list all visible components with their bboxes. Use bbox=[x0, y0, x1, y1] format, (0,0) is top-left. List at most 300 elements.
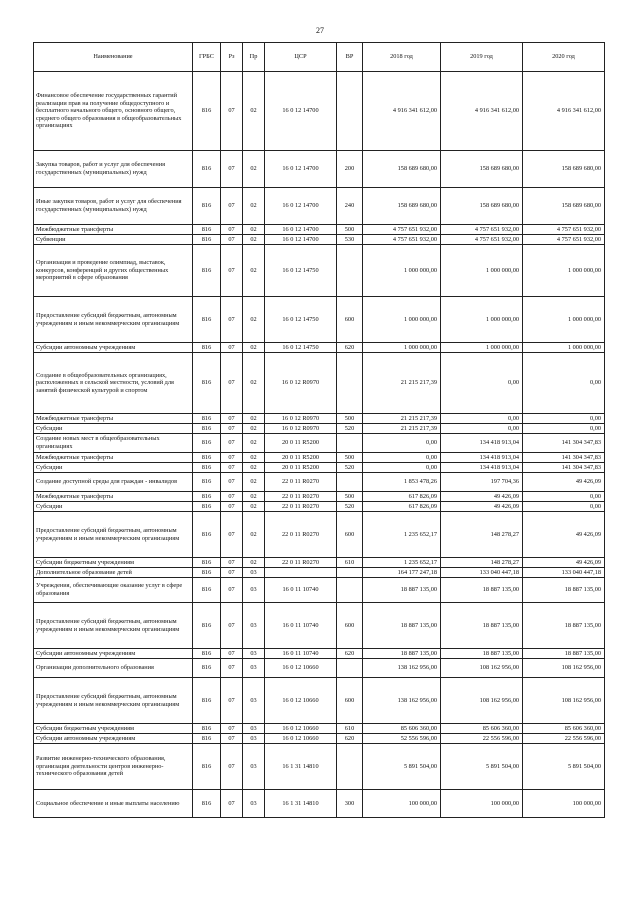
row-value-2019: 1 000 000,00 bbox=[441, 245, 523, 297]
row-vr: 240 bbox=[337, 188, 363, 225]
row-grbs: 816 bbox=[193, 414, 221, 424]
row-csr: 16 0 11 10740 bbox=[265, 649, 337, 659]
row-name: Субсидии bbox=[34, 424, 193, 434]
row-name: Субсидии автономным учреждениям bbox=[34, 649, 193, 659]
table-row bbox=[34, 492, 605, 502]
row-csr: 16 0 12 10660 bbox=[265, 659, 337, 678]
row-rz: 07 bbox=[221, 424, 243, 434]
table-row bbox=[34, 724, 605, 734]
row-name: Предоставление субсидий бюджетным, автономным учреждениям и иным некоммерческим организациям bbox=[34, 603, 193, 649]
row-value-2019: 148 278,27 bbox=[441, 558, 523, 568]
row-name: Создание доступной среды для граждан - инвалидов bbox=[34, 473, 193, 492]
row-name: Создание в общеобразовательных организациях, расположенных в сельской местности, условий для занятий физической культурой и спортом bbox=[34, 353, 193, 414]
row-value-2018: 138 162 956,00 bbox=[363, 659, 441, 678]
row-name: Закупка товаров, работ и услуг для обеспечения государственных (муниципальных) нужд bbox=[34, 151, 193, 188]
table-row bbox=[34, 453, 605, 463]
row-name: Межбюджетные трансферты bbox=[34, 492, 193, 502]
row-csr: 20 0 11 R5200 bbox=[265, 463, 337, 473]
table-row bbox=[34, 235, 605, 245]
row-name: Субсидии bbox=[34, 463, 193, 473]
row-rz: 07 bbox=[221, 734, 243, 744]
row-value-2020: 141 304 347,83 bbox=[523, 453, 605, 463]
table-row bbox=[34, 512, 605, 558]
row-value-2020: 108 162 956,00 bbox=[523, 678, 605, 724]
row-value-2020: 4 757 651 932,00 bbox=[523, 225, 605, 235]
row-value-2019: 134 418 913,04 bbox=[441, 463, 523, 473]
row-rz: 07 bbox=[221, 724, 243, 734]
row-name: Организации дополнительного образования bbox=[34, 659, 193, 678]
row-value-2020: 4 757 651 932,00 bbox=[523, 235, 605, 245]
table-row bbox=[34, 72, 605, 151]
row-pr: 02 bbox=[243, 235, 265, 245]
table-row bbox=[34, 734, 605, 744]
row-rz: 07 bbox=[221, 434, 243, 453]
table-header-row bbox=[34, 43, 605, 72]
row-pr: 03 bbox=[243, 744, 265, 790]
row-rz: 07 bbox=[221, 245, 243, 297]
row-rz: 07 bbox=[221, 568, 243, 578]
row-grbs: 816 bbox=[193, 734, 221, 744]
row-vr bbox=[337, 568, 363, 578]
table-row bbox=[34, 558, 605, 568]
row-vr: 610 bbox=[337, 724, 363, 734]
table-row bbox=[34, 424, 605, 434]
row-csr: 22 0 11 R0270 bbox=[265, 512, 337, 558]
row-grbs: 816 bbox=[193, 473, 221, 492]
header-2020: 2020 год bbox=[523, 43, 605, 72]
row-value-2018: 617 826,09 bbox=[363, 492, 441, 502]
row-pr: 03 bbox=[243, 649, 265, 659]
row-vr: 520 bbox=[337, 424, 363, 434]
row-value-2019: 158 689 680,00 bbox=[441, 151, 523, 188]
row-pr: 03 bbox=[243, 724, 265, 734]
row-value-2020: 0,00 bbox=[523, 353, 605, 414]
row-value-2019: 0,00 bbox=[441, 353, 523, 414]
row-vr bbox=[337, 72, 363, 151]
row-grbs: 816 bbox=[193, 649, 221, 659]
row-grbs: 816 bbox=[193, 678, 221, 724]
row-rz: 07 bbox=[221, 558, 243, 568]
row-value-2019: 49 426,09 bbox=[441, 492, 523, 502]
row-rz: 07 bbox=[221, 353, 243, 414]
row-value-2018: 4 757 651 932,00 bbox=[363, 235, 441, 245]
row-grbs: 816 bbox=[193, 453, 221, 463]
row-pr: 02 bbox=[243, 225, 265, 235]
row-value-2019: 1 000 000,00 bbox=[441, 297, 523, 343]
row-grbs: 816 bbox=[193, 463, 221, 473]
row-vr: 620 bbox=[337, 343, 363, 353]
table-row bbox=[34, 678, 605, 724]
table-row bbox=[34, 603, 605, 649]
row-value-2020: 18 887 135,00 bbox=[523, 649, 605, 659]
row-csr: 22 0 11 R0270 bbox=[265, 502, 337, 512]
row-value-2018: 138 162 956,00 bbox=[363, 678, 441, 724]
row-vr: 520 bbox=[337, 463, 363, 473]
row-name: Предоставление субсидий бюджетным, автономным учреждениям и иным некоммерческим организациям bbox=[34, 297, 193, 343]
row-grbs: 816 bbox=[193, 225, 221, 235]
row-pr: 02 bbox=[243, 188, 265, 225]
row-value-2018: 0,00 bbox=[363, 434, 441, 453]
table-row bbox=[34, 659, 605, 678]
table-row bbox=[34, 790, 605, 818]
row-value-2020: 100 000,00 bbox=[523, 790, 605, 818]
row-pr: 02 bbox=[243, 492, 265, 502]
row-name: Субсидии bbox=[34, 502, 193, 512]
row-value-2020: 4 916 341 612,00 bbox=[523, 72, 605, 151]
table-row bbox=[34, 649, 605, 659]
row-rz: 07 bbox=[221, 188, 243, 225]
row-grbs: 816 bbox=[193, 424, 221, 434]
row-value-2018: 0,00 bbox=[363, 463, 441, 473]
row-value-2020: 5 891 504,00 bbox=[523, 744, 605, 790]
row-name: Субвенции bbox=[34, 235, 193, 245]
row-grbs: 816 bbox=[193, 744, 221, 790]
row-csr: 16 0 12 14750 bbox=[265, 343, 337, 353]
row-vr: 620 bbox=[337, 649, 363, 659]
row-value-2018: 18 887 135,00 bbox=[363, 649, 441, 659]
header-2019: 2019 год bbox=[441, 43, 523, 72]
row-pr: 02 bbox=[243, 558, 265, 568]
row-value-2018: 1 000 000,00 bbox=[363, 343, 441, 353]
table-row bbox=[34, 434, 605, 453]
table-row bbox=[34, 414, 605, 424]
row-pr: 02 bbox=[243, 343, 265, 353]
row-rz: 07 bbox=[221, 744, 243, 790]
header-2018: 2018 год bbox=[363, 43, 441, 72]
row-value-2018: 617 826,09 bbox=[363, 502, 441, 512]
row-csr: 16 0 12 14750 bbox=[265, 297, 337, 343]
row-pr: 03 bbox=[243, 659, 265, 678]
row-name: Учреждения, обеспечивающие оказание услуг в сфере образования bbox=[34, 578, 193, 603]
row-value-2019: 108 162 956,00 bbox=[441, 678, 523, 724]
row-pr: 03 bbox=[243, 568, 265, 578]
row-name: Субсидии бюджетным учреждениям bbox=[34, 558, 193, 568]
row-csr: 16 0 12 R0970 bbox=[265, 353, 337, 414]
row-csr bbox=[265, 568, 337, 578]
row-value-2020: 49 426,09 bbox=[523, 558, 605, 568]
row-csr: 20 0 11 R5200 bbox=[265, 453, 337, 463]
row-vr: 610 bbox=[337, 558, 363, 568]
row-value-2019: 1 000 000,00 bbox=[441, 343, 523, 353]
row-rz: 07 bbox=[221, 72, 243, 151]
row-value-2018: 5 891 504,00 bbox=[363, 744, 441, 790]
row-pr: 03 bbox=[243, 734, 265, 744]
budget-table bbox=[33, 42, 605, 818]
row-vr: 520 bbox=[337, 502, 363, 512]
row-value-2018: 21 215 217,39 bbox=[363, 353, 441, 414]
row-rz: 07 bbox=[221, 502, 243, 512]
row-value-2018: 164 177 247,18 bbox=[363, 568, 441, 578]
row-csr: 16 0 12 10660 bbox=[265, 724, 337, 734]
row-value-2019: 0,00 bbox=[441, 424, 523, 434]
row-name: Предоставление субсидий бюджетным, автономным учреждениям и иным некоммерческим организациям bbox=[34, 678, 193, 724]
row-grbs: 816 bbox=[193, 558, 221, 568]
row-rz: 07 bbox=[221, 659, 243, 678]
row-vr bbox=[337, 434, 363, 453]
row-csr: 16 0 12 14700 bbox=[265, 188, 337, 225]
row-value-2020: 1 000 000,00 bbox=[523, 245, 605, 297]
table-row bbox=[34, 744, 605, 790]
row-value-2020: 158 689 680,00 bbox=[523, 188, 605, 225]
row-name: Субсидии автономным учреждениям bbox=[34, 734, 193, 744]
row-value-2018: 4 916 341 612,00 bbox=[363, 72, 441, 151]
row-pr: 02 bbox=[243, 424, 265, 434]
row-value-2020: 0,00 bbox=[523, 502, 605, 512]
row-rz: 07 bbox=[221, 453, 243, 463]
row-vr: 500 bbox=[337, 492, 363, 502]
row-csr: 16 0 12 14700 bbox=[265, 151, 337, 188]
row-pr: 02 bbox=[243, 414, 265, 424]
row-name: Субсидии бюджетным учреждениям bbox=[34, 724, 193, 734]
table-row bbox=[34, 343, 605, 353]
row-rz: 07 bbox=[221, 225, 243, 235]
header-pr: Пр bbox=[243, 43, 265, 72]
row-value-2018: 1 000 000,00 bbox=[363, 245, 441, 297]
row-rz: 07 bbox=[221, 414, 243, 424]
row-grbs: 816 bbox=[193, 790, 221, 818]
row-name: Межбюджетные трансферты bbox=[34, 225, 193, 235]
row-value-2018: 100 000,00 bbox=[363, 790, 441, 818]
row-csr: 16 1 31 14810 bbox=[265, 790, 337, 818]
row-grbs: 816 bbox=[193, 188, 221, 225]
row-value-2019: 0,00 bbox=[441, 414, 523, 424]
row-name: Субсидии автономным учреждениям bbox=[34, 343, 193, 353]
table-row bbox=[34, 502, 605, 512]
row-vr: 620 bbox=[337, 734, 363, 744]
row-value-2018: 158 689 680,00 bbox=[363, 188, 441, 225]
row-csr: 16 0 12 14700 bbox=[265, 235, 337, 245]
row-value-2018: 4 757 651 932,00 bbox=[363, 225, 441, 235]
row-value-2018: 1 235 652,17 bbox=[363, 558, 441, 568]
table-body bbox=[34, 72, 605, 818]
row-value-2019: 134 418 913,04 bbox=[441, 453, 523, 463]
row-rz: 07 bbox=[221, 512, 243, 558]
row-vr: 200 bbox=[337, 151, 363, 188]
row-value-2018: 1 000 000,00 bbox=[363, 297, 441, 343]
row-csr: 16 0 12 R0970 bbox=[265, 424, 337, 434]
row-name: Межбюджетные трансферты bbox=[34, 414, 193, 424]
row-pr: 02 bbox=[243, 512, 265, 558]
row-pr: 02 bbox=[243, 473, 265, 492]
row-vr: 300 bbox=[337, 790, 363, 818]
row-value-2019: 197 704,36 bbox=[441, 473, 523, 492]
row-value-2019: 85 606 360,00 bbox=[441, 724, 523, 734]
row-csr: 16 0 11 10740 bbox=[265, 603, 337, 649]
header-name: Наименование bbox=[34, 43, 193, 72]
row-pr: 03 bbox=[243, 603, 265, 649]
row-vr: 530 bbox=[337, 235, 363, 245]
row-name: Развитие инженерно-технического образования, организация деятельности центров инженерно-технического образования детей bbox=[34, 744, 193, 790]
row-csr: 16 0 12 R0970 bbox=[265, 414, 337, 424]
row-vr bbox=[337, 245, 363, 297]
row-csr: 16 0 12 14700 bbox=[265, 72, 337, 151]
row-value-2020: 85 606 360,00 bbox=[523, 724, 605, 734]
row-value-2019: 148 278,27 bbox=[441, 512, 523, 558]
row-value-2019: 18 887 135,00 bbox=[441, 603, 523, 649]
row-rz: 07 bbox=[221, 343, 243, 353]
row-value-2019: 158 689 680,00 bbox=[441, 188, 523, 225]
row-rz: 07 bbox=[221, 492, 243, 502]
row-pr: 02 bbox=[243, 353, 265, 414]
row-pr: 02 bbox=[243, 463, 265, 473]
row-value-2020: 0,00 bbox=[523, 492, 605, 502]
header-vr: ВР bbox=[337, 43, 363, 72]
row-value-2018: 1 235 652,17 bbox=[363, 512, 441, 558]
row-rz: 07 bbox=[221, 235, 243, 245]
row-value-2020: 158 689 680,00 bbox=[523, 151, 605, 188]
row-value-2019: 4 916 341 612,00 bbox=[441, 72, 523, 151]
row-csr: 16 0 12 10660 bbox=[265, 678, 337, 724]
row-rz: 07 bbox=[221, 649, 243, 659]
row-vr: 500 bbox=[337, 414, 363, 424]
row-value-2018: 18 887 135,00 bbox=[363, 578, 441, 603]
row-vr: 600 bbox=[337, 297, 363, 343]
row-value-2018: 52 556 596,00 bbox=[363, 734, 441, 744]
row-grbs: 816 bbox=[193, 659, 221, 678]
row-rz: 07 bbox=[221, 297, 243, 343]
row-value-2019: 18 887 135,00 bbox=[441, 578, 523, 603]
header-csr: ЦСР bbox=[265, 43, 337, 72]
row-pr: 02 bbox=[243, 453, 265, 463]
row-csr: 16 0 12 14700 bbox=[265, 225, 337, 235]
table-row bbox=[34, 297, 605, 343]
row-value-2019: 5 891 504,00 bbox=[441, 744, 523, 790]
table-row bbox=[34, 473, 605, 492]
row-grbs: 816 bbox=[193, 343, 221, 353]
row-pr: 02 bbox=[243, 297, 265, 343]
row-pr: 03 bbox=[243, 678, 265, 724]
row-rz: 07 bbox=[221, 578, 243, 603]
row-value-2020: 18 887 135,00 bbox=[523, 603, 605, 649]
row-value-2019: 22 556 596,00 bbox=[441, 734, 523, 744]
row-name: Социальное обеспечение и иные выплаты населению bbox=[34, 790, 193, 818]
row-grbs: 816 bbox=[193, 434, 221, 453]
row-vr: 600 bbox=[337, 678, 363, 724]
row-value-2018: 21 215 217,39 bbox=[363, 414, 441, 424]
row-name: Организация и проведение олимпиад, выставок, конкурсов, конференций и других общественных мероприятий в сфере образования bbox=[34, 245, 193, 297]
row-pr: 02 bbox=[243, 72, 265, 151]
row-pr: 02 bbox=[243, 434, 265, 453]
row-value-2020: 108 162 956,00 bbox=[523, 659, 605, 678]
row-grbs: 816 bbox=[193, 245, 221, 297]
row-rz: 07 bbox=[221, 603, 243, 649]
row-grbs: 816 bbox=[193, 568, 221, 578]
row-name: Дополнительное образование детей bbox=[34, 568, 193, 578]
row-vr bbox=[337, 473, 363, 492]
row-vr: 500 bbox=[337, 453, 363, 463]
header-grbs: ГРБС bbox=[193, 43, 221, 72]
row-value-2019: 18 887 135,00 bbox=[441, 649, 523, 659]
table-row bbox=[34, 151, 605, 188]
row-value-2019: 4 757 651 932,00 bbox=[441, 235, 523, 245]
row-vr: 600 bbox=[337, 603, 363, 649]
row-pr: 02 bbox=[243, 502, 265, 512]
row-csr: 16 0 12 10660 bbox=[265, 734, 337, 744]
row-value-2020: 141 304 347,83 bbox=[523, 463, 605, 473]
row-grbs: 816 bbox=[193, 72, 221, 151]
row-rz: 07 bbox=[221, 790, 243, 818]
table-row bbox=[34, 245, 605, 297]
table-row bbox=[34, 463, 605, 473]
row-grbs: 816 bbox=[193, 151, 221, 188]
row-vr bbox=[337, 353, 363, 414]
row-vr bbox=[337, 578, 363, 603]
row-grbs: 816 bbox=[193, 603, 221, 649]
row-name: Финансовое обеспечение государственных гарантий реализации прав на получение общедоступного и бесплатного начального общего, основного общего, среднего общего образования в общеобразовательных организациях bbox=[34, 72, 193, 151]
table-row bbox=[34, 353, 605, 414]
row-rz: 07 bbox=[221, 463, 243, 473]
row-pr: 02 bbox=[243, 151, 265, 188]
row-value-2020: 18 887 135,00 bbox=[523, 578, 605, 603]
row-grbs: 816 bbox=[193, 297, 221, 343]
table-row bbox=[34, 188, 605, 225]
row-name: Межбюджетные трансферты bbox=[34, 453, 193, 463]
page-number: 27 bbox=[316, 26, 324, 35]
row-value-2019: 133 040 447,18 bbox=[441, 568, 523, 578]
row-vr: 500 bbox=[337, 225, 363, 235]
row-value-2020: 141 304 347,83 bbox=[523, 434, 605, 453]
row-rz: 07 bbox=[221, 678, 243, 724]
row-grbs: 816 bbox=[193, 492, 221, 502]
row-value-2018: 158 689 680,00 bbox=[363, 151, 441, 188]
row-grbs: 816 bbox=[193, 512, 221, 558]
row-value-2018: 0,00 bbox=[363, 453, 441, 463]
row-value-2018: 18 887 135,00 bbox=[363, 603, 441, 649]
row-csr: 20 0 11 R5200 bbox=[265, 434, 337, 453]
table-row bbox=[34, 225, 605, 235]
row-grbs: 816 bbox=[193, 235, 221, 245]
table-row bbox=[34, 578, 605, 603]
header-rz: Рз bbox=[221, 43, 243, 72]
row-csr: 22 0 11 R0270 bbox=[265, 492, 337, 502]
row-value-2020: 49 426,09 bbox=[523, 473, 605, 492]
row-value-2019: 100 000,00 bbox=[441, 790, 523, 818]
row-csr: 22 0 11 R0270 bbox=[265, 473, 337, 492]
row-value-2018: 21 215 217,39 bbox=[363, 424, 441, 434]
row-value-2020: 0,00 bbox=[523, 424, 605, 434]
row-csr: 16 0 11 10740 bbox=[265, 578, 337, 603]
row-grbs: 816 bbox=[193, 353, 221, 414]
row-value-2020: 49 426,09 bbox=[523, 512, 605, 558]
table-row bbox=[34, 568, 605, 578]
row-name: Создание новых мест в общеобразовательных организациях bbox=[34, 434, 193, 453]
row-value-2018: 1 853 478,26 bbox=[363, 473, 441, 492]
row-grbs: 816 bbox=[193, 724, 221, 734]
row-value-2020: 0,00 bbox=[523, 414, 605, 424]
row-name: Предоставление субсидий бюджетным, автономным учреждениям и иным некоммерческим организациям bbox=[34, 512, 193, 558]
row-csr: 16 0 12 14750 bbox=[265, 245, 337, 297]
row-pr: 03 bbox=[243, 578, 265, 603]
row-value-2020: 1 000 000,00 bbox=[523, 297, 605, 343]
row-value-2018: 85 606 360,00 bbox=[363, 724, 441, 734]
row-vr: 600 bbox=[337, 512, 363, 558]
row-value-2019: 4 757 651 932,00 bbox=[441, 225, 523, 235]
row-csr: 16 1 31 14810 bbox=[265, 744, 337, 790]
row-grbs: 816 bbox=[193, 502, 221, 512]
row-value-2019: 108 162 956,00 bbox=[441, 659, 523, 678]
row-vr bbox=[337, 744, 363, 790]
row-name: Иные закупки товаров, работ и услуг для обеспечения государственных (муниципальных) нужд bbox=[34, 188, 193, 225]
row-value-2020: 22 556 596,00 bbox=[523, 734, 605, 744]
row-rz: 07 bbox=[221, 473, 243, 492]
row-pr: 02 bbox=[243, 245, 265, 297]
row-rz: 07 bbox=[221, 151, 243, 188]
row-value-2020: 133 040 447,18 bbox=[523, 568, 605, 578]
row-vr bbox=[337, 659, 363, 678]
row-grbs: 816 bbox=[193, 578, 221, 603]
row-value-2019: 49 426,09 bbox=[441, 502, 523, 512]
row-value-2019: 134 418 913,04 bbox=[441, 434, 523, 453]
